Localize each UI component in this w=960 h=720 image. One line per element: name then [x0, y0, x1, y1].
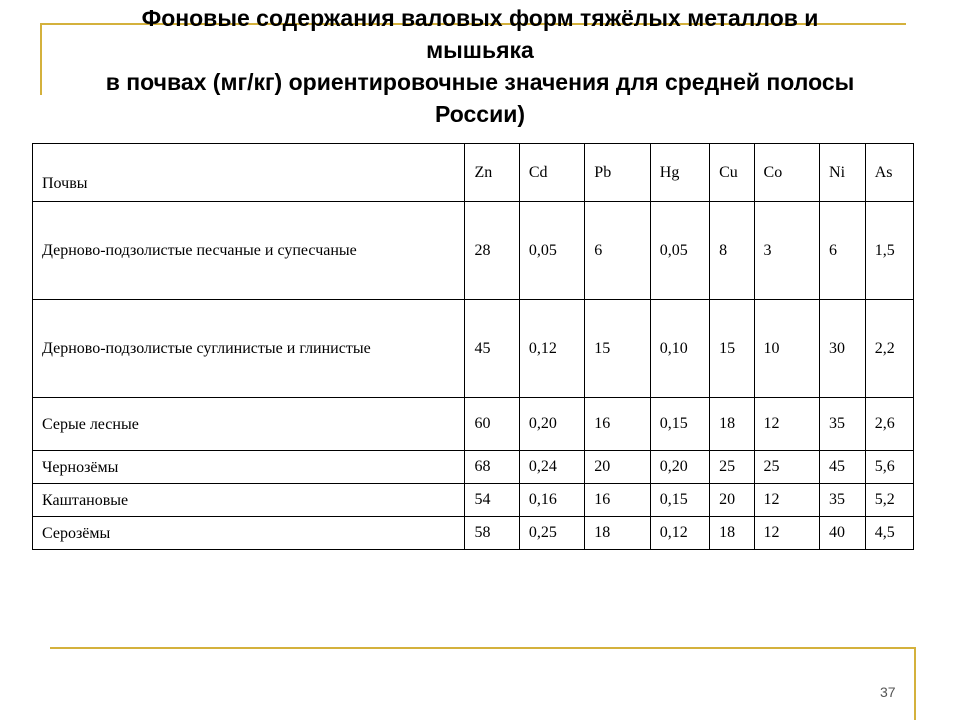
cell-hg: 0,05 [650, 202, 709, 300]
cell-zn: 60 [465, 398, 519, 451]
right-decor-line [914, 647, 916, 720]
table-row [33, 517, 914, 550]
cell-co: 12 [754, 398, 819, 451]
metals-table [32, 143, 914, 550]
cell-cd: 0,05 [519, 202, 584, 300]
cell-cd: 0,24 [519, 451, 584, 484]
page-number: 37 [880, 684, 896, 700]
table-row [33, 398, 914, 451]
cell-co: 12 [754, 484, 819, 517]
cell-hg: 0,15 [650, 398, 709, 451]
cell-zn: 58 [465, 517, 519, 550]
cell-cu: 20 [710, 484, 754, 517]
soil-name: Чернозёмы [33, 451, 465, 484]
cell-ni: 35 [820, 398, 866, 451]
cell-pb: 16 [585, 484, 650, 517]
table-row [33, 202, 914, 300]
header-as: As [865, 144, 913, 202]
table-row [33, 300, 914, 398]
header-soils: Почвы [33, 144, 465, 202]
cell-hg: 0,10 [650, 300, 709, 398]
header-co: Co [754, 144, 819, 202]
title-line-4: России) [434, 101, 526, 127]
title-line-3: в почвах (мг/кг) ориентировочные значения для средней полосы [105, 69, 855, 95]
cell-cu: 8 [710, 202, 754, 300]
bottom-decor-line [50, 647, 916, 649]
cell-cu: 25 [710, 451, 754, 484]
cell-as: 5,6 [865, 451, 913, 484]
cell-zn: 45 [465, 300, 519, 398]
cell-cd: 0,25 [519, 517, 584, 550]
title-line-1: Фоновые содержания валовых форм тяжёлых металлов и [141, 5, 819, 31]
header-hg: Hg [650, 144, 709, 202]
cell-cd: 0,12 [519, 300, 584, 398]
cell-zn: 28 [465, 202, 519, 300]
cell-as: 1,5 [865, 202, 913, 300]
cell-co: 25 [754, 451, 819, 484]
cell-ni: 40 [820, 517, 866, 550]
cell-cd: 0,20 [519, 398, 584, 451]
cell-cu: 18 [710, 517, 754, 550]
cell-zn: 68 [465, 451, 519, 484]
slide-title [20, 2, 940, 130]
header-zn: Zn [465, 144, 519, 202]
cell-as: 5,2 [865, 484, 913, 517]
soil-name: Дерново-подзолистые суглинистые и глинистые [33, 300, 465, 398]
header-cu: Cu [710, 144, 754, 202]
header-pb: Pb [585, 144, 650, 202]
table-row [33, 451, 914, 484]
soil-name: Серые лесные [33, 398, 465, 451]
cell-hg: 0,12 [650, 517, 709, 550]
cell-co: 3 [754, 202, 819, 300]
cell-as: 2,2 [865, 300, 913, 398]
cell-ni: 6 [820, 202, 866, 300]
cell-co: 12 [754, 517, 819, 550]
cell-ni: 45 [820, 451, 866, 484]
table-header-row [33, 144, 914, 202]
cell-cu: 15 [710, 300, 754, 398]
soil-name: Каштановые [33, 484, 465, 517]
soil-name: Серозёмы [33, 517, 465, 550]
cell-as: 2,6 [865, 398, 913, 451]
header-cd: Cd [519, 144, 584, 202]
soil-name: Дерново-подзолистые песчаные и супесчаные [33, 202, 465, 300]
cell-cu: 18 [710, 398, 754, 451]
cell-co: 10 [754, 300, 819, 398]
header-ni: Ni [820, 144, 866, 202]
cell-ni: 35 [820, 484, 866, 517]
cell-pb: 20 [585, 451, 650, 484]
cell-pb: 6 [585, 202, 650, 300]
title-line-2: мышьяка [426, 37, 534, 63]
cell-cd: 0,16 [519, 484, 584, 517]
cell-ni: 30 [820, 300, 866, 398]
cell-pb: 16 [585, 398, 650, 451]
cell-hg: 0,20 [650, 451, 709, 484]
cell-pb: 15 [585, 300, 650, 398]
cell-zn: 54 [465, 484, 519, 517]
table-row [33, 484, 914, 517]
cell-pb: 18 [585, 517, 650, 550]
cell-hg: 0,15 [650, 484, 709, 517]
cell-as: 4,5 [865, 517, 913, 550]
